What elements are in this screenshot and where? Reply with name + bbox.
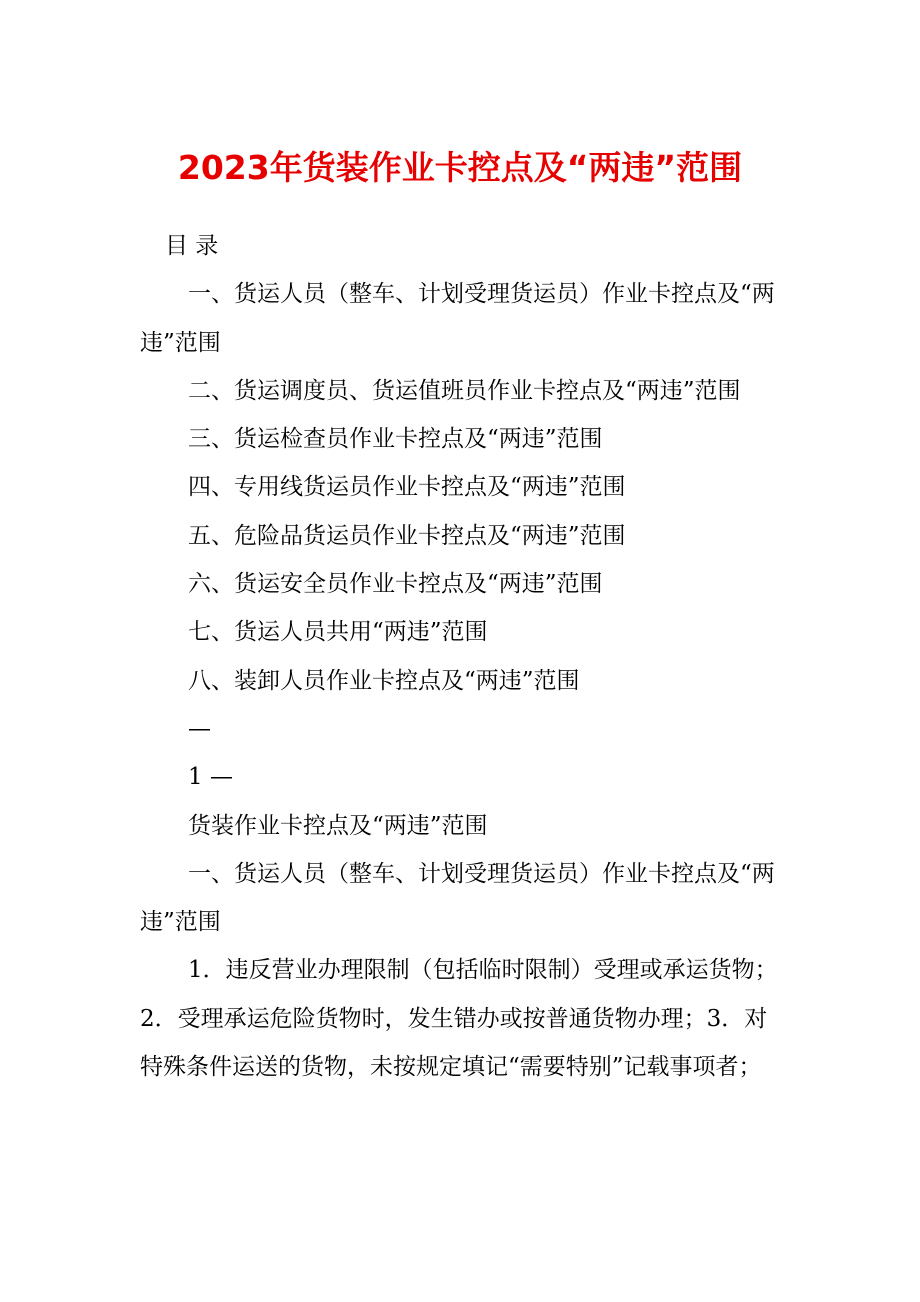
page-marker-top: — (188, 715, 211, 742)
toc-item: 五、危险品货运员作业卡控点及“两违”范围 (188, 522, 626, 549)
toc-item: 六、货运安全员作业卡控点及“两违”范围 (188, 571, 603, 598)
section-one-body: 1．违反营业办理限制（包括临时限制）受理或承运货物； 2．受理承运危险货物时，发生错办或按普通货物办理；3．对特殊条件运送的货物，未按规定填记“需要特别”记载事项者； (140, 957, 778, 1081)
toc-item: 一、货运人员（整车、计划受理货运员）作业卡控点及“两违”范围 (140, 281, 775, 356)
toc-heading: 目 录 (165, 233, 219, 259)
toc-item: 八、装卸人员作业卡控点及“两违”范围 (188, 667, 580, 694)
page-marker-bottom: 1 — (188, 764, 233, 791)
toc-item: 七、货运人员共用“两违”范围 (188, 619, 488, 646)
document-body (140, 222, 782, 1091)
document-title: 2023年货装作业卡控点及“两违”范围 (177, 148, 743, 187)
section-one-heading: 一、货运人员（整车、计划受理货运员）作业卡控点及“两违”范围 (140, 860, 775, 936)
toc-item: 三、货运检查员作业卡控点及“两违”范围 (188, 426, 603, 453)
toc-item: 二、货运调度员、货运值班员作业卡控点及“两违”范围 (188, 377, 741, 404)
section-heading: 货装作业卡控点及“两违”范围 (188, 812, 488, 839)
toc-item: 四、专用线货运员作业卡控点及“两违”范围 (188, 474, 626, 501)
